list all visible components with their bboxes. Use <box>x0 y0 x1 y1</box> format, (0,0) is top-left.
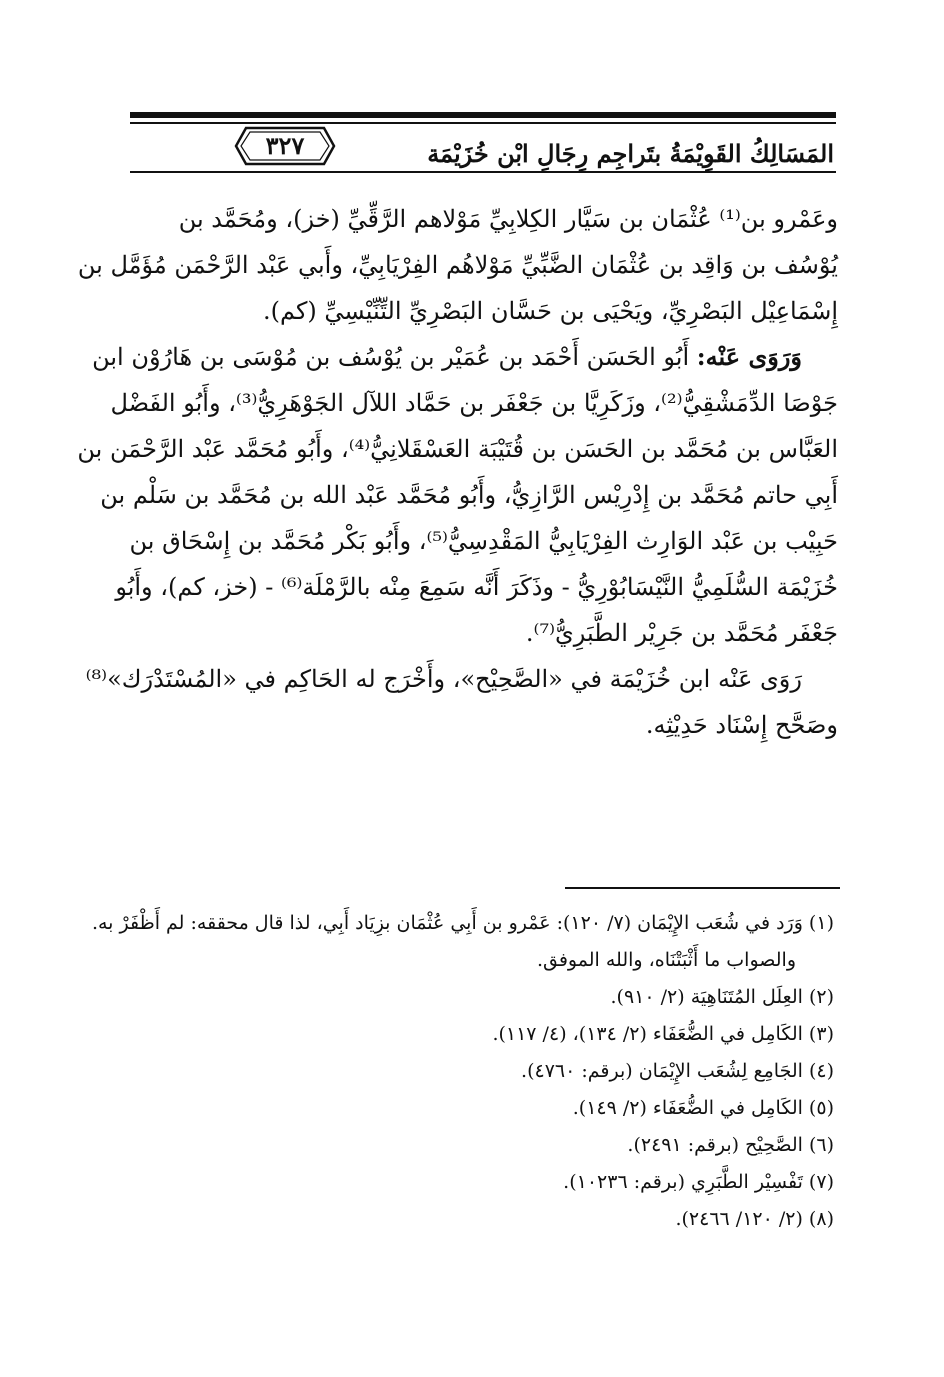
text-line: العَبَّاس بن مُحَمَّد بن الحَسَن بن قُتَيْبَة العَسْقَلانِيُّ⁽⁴⁾، وأَبُو مُحَمَّد عَبْد الرَّحْمَن بن <box>77 435 838 463</box>
text-line <box>92 334 838 380</box>
text-line: يُوْسُف بن وَاقِد بن عُثْمَان الضَّبِّيِّ مَوْلاهُم الفِرْيَابِيِّ، وأَبي عَبْد الرَّحْمَن مُؤَمَّل بن <box>77 251 838 279</box>
text-line: إِسْمَاعِيْل البَصْرِيِّ، ويَحْيَى بن حَسَّان البَصْرِيِّ التِّنِّيْسِيِّ (كم). <box>263 297 838 325</box>
text-line-content: أَبُو الحَسَن أَحْمَد بن عُمَيْر بن يُوْسُف بن مُوْسَى بن هَارُوْن ابن <box>92 343 690 371</box>
page-number-ornament <box>232 124 338 168</box>
footnote-continuation: والصواب ما أَثْبَتْنَاه، والله الموفق. <box>536 949 796 971</box>
footnote: (١) وَرَد في شُعَب الإِيْمَان (٧/ ١٢٠): عَمْرو بن أَبِي عُثْمَان بزِيَاد أَبِي، لذا قال محققه: لم أَظْفَرْ به. <box>91 912 834 934</box>
footnote: (٦) الصَّحِيْح (برقم: ٢٤٩١). <box>627 1134 834 1156</box>
footnote-separator <box>565 887 840 889</box>
footnote: (٣) الكَامِل في الضُّعَفَاء (٢/ ١٣٤)، (٤/ ١١٧). <box>492 1023 834 1045</box>
text-line: وعَمْرو بن⁽¹⁾ عُثْمَان بن سَيَّار الكِلابِيِّ مَوْلاهم الرَّقِّيِّ (خز)، ومُحَمَّد بن <box>178 205 838 233</box>
running-title: المَسَالِكُ القَوِيْمَةُ بتَراجِم رِجَالِ ابْن خُزَيْمَة <box>427 139 834 168</box>
lead-phrase: وَرَوَى عَنْه: <box>696 342 802 371</box>
text-line: جَوْصَا الدِّمَشْقِيُّ⁽²⁾، وزَكَرِيَّا بن جَعْفَر بن حَمَّاد اللآل الجَوْهَرِيُّ⁽³⁾، وأَبُو الفَضْل <box>110 389 838 417</box>
header-rule-thick <box>130 112 836 118</box>
page-number: ٣٢٧ <box>265 131 305 160</box>
footnote: (٥) الكَامِل في الضُّعَفَاء (٢/ ١٤٩). <box>572 1097 834 1119</box>
footnotes <box>91 906 834 1239</box>
text-line: وصَحَّح إِسْنَاد حَدِيْثِه. <box>645 711 838 739</box>
footnote: (٢) العِلَل المُتَنَاهِيَة (٢/ ٩١٠). <box>610 986 834 1008</box>
text-line: رَوَى عَنْه ابن خُزَيْمَة في «الصَّحِيْح»، وأَخْرَج له الحَاكِم في «المُسْتَدْرَك»⁽⁸⁾ <box>85 665 802 693</box>
footnote: (٤) الجَامِع لِشُعَب الإِيْمَان (برقم: ٤٧٦٠). <box>521 1060 834 1082</box>
text-line: حَبِيْب بن عَبْد الوَارِث الفِرْيَابِيُّ المَقْدِسِيُّ⁽⁵⁾، وأَبُو بَكْر مُحَمَّد بن إِسْحَاق بن <box>129 527 838 555</box>
footnote: (٨) (٢/ ١٢٠/ ٢٤٦٦). <box>675 1208 834 1230</box>
text-line: جَعْفَر مُحَمَّد بن جَرِيْر الطَّبَرِيُّ⁽⁷⁾. <box>525 619 838 647</box>
header-rule-bottom <box>130 171 836 173</box>
main-text <box>77 196 838 748</box>
footnote: (٧) تَفْسِيْر الطَّبَرِي (برقم: ١٠٢٣٦). <box>563 1171 834 1193</box>
text-line: أَبِي حاتم مُحَمَّد بن إِدْرِيْس الرَّازِيُّ، وأَبُو مُحَمَّد عَبْد الله بن مُحَمَّد بن سَلْم بن <box>100 481 838 509</box>
text-line: خُزَيْمَة السُّلَمِيُّ النَّيْسَابُوْرِيُّ - وذَكَرَ أَنَّه سَمِعَ مِنْه بالرَّمْلَة⁽⁶⁾ - (خز، كم)، وأَبُو <box>115 573 838 601</box>
